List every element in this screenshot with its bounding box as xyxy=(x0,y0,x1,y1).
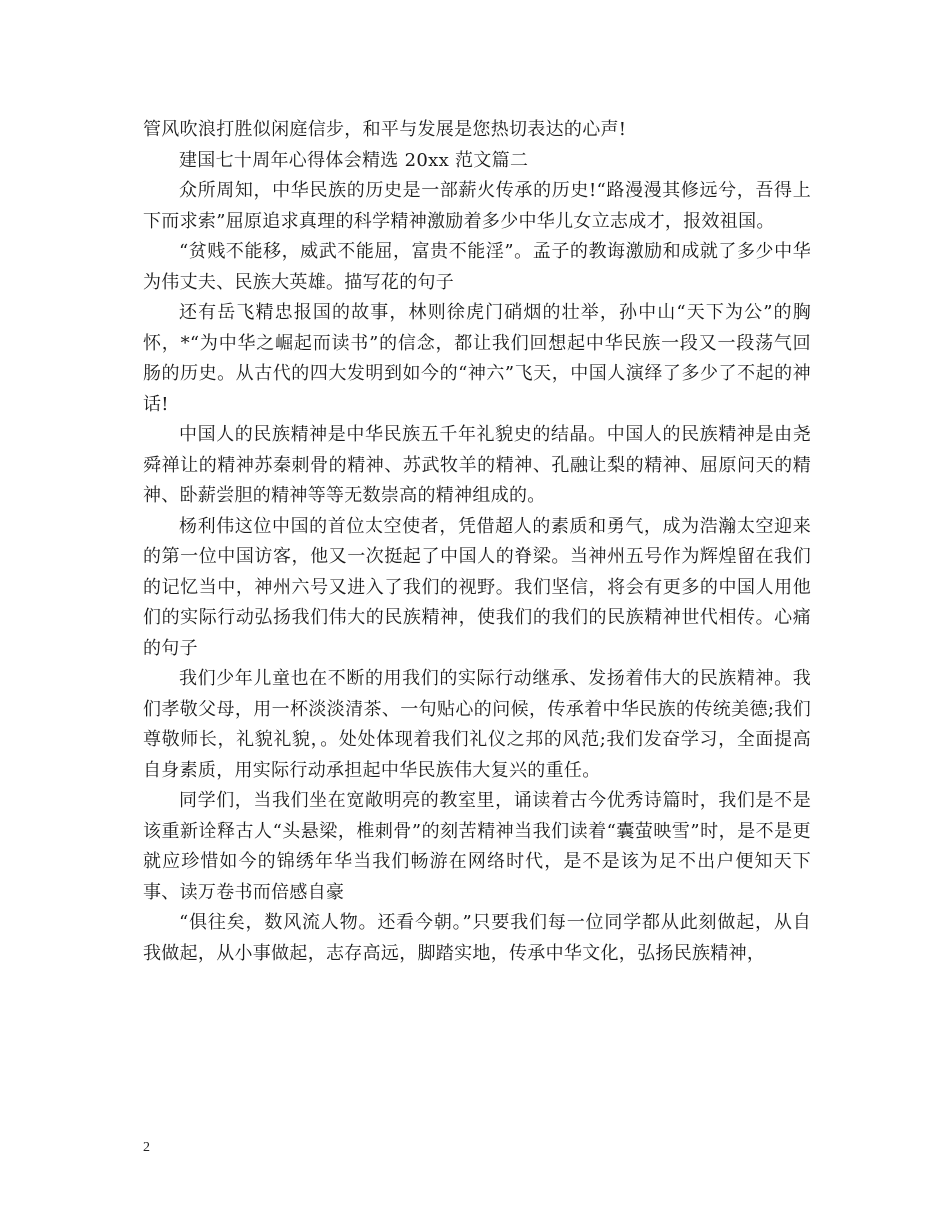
paragraph: “贫贱不能移，威武不能屈，富贵不能淫”。孟子的教诲激励和成就了多少中华为伟丈夫、民族大英雄。描写花的句子 xyxy=(143,241,811,293)
section-heading: 建国七十周年心得体会精选 20xx 范文篇二 xyxy=(179,149,529,171)
document-body xyxy=(143,115,811,969)
paragraph: 中国人的民族精神是中华民族五千年礼貌史的结晶。中国人的民族精神是由尧舜禅让的精神苏秦刺骨的精神、苏武牧羊的精神、孔融让梨的精神、屈原问天的精神、卧薪尝胆的精神等等无数崇高的精神组成的。 xyxy=(143,424,811,506)
paragraph-continuation: 管风吹浪打胜似闲庭信步，和平与发展是您热切表达的心声! xyxy=(143,119,627,140)
page-number: 2 xyxy=(143,1140,150,1155)
paragraph: 同学们，当我们坐在宽敞明亮的教室里，诵读着古今优秀诗篇时，我们是不是该重新诠释古人“头悬梁，椎刺骨”的刻苦精神当我们读着“囊萤映雪”时，是不是更就应珍惜如今的锦绣年华当我们畅游在网络时代，是不是该为足不出户便知天下事、读万卷书而倍感自豪 xyxy=(143,790,811,903)
paragraph: 我们少年儿童也在不断的用我们的实际行动继承、发扬着伟大的民族精神。我们孝敬父母，用一杯淡淡清茶、一句贴心的问候，传承着中华民族的传统美德;我们尊敬师长，礼貌礼貌，。处处体现着我们礼仪之邦的风范;我们发奋学习，全面提高自身素质，用实际行动承担起中华民族伟大复兴的重任。 xyxy=(143,668,811,781)
paragraph: 众所周知，中华民族的历史是一部薪火传承的历史!“路漫漫其修远兮，吾得上下而求索”屈原追求真理的科学精神激励着多少中华儿女立志成才，报效祖国。 xyxy=(143,180,811,232)
paragraph: “俱往矣，数风流人物。还看今朝。”只要我们每一位同学都从此刻做起，从自我做起，从小事做起，志存高远，脚踏实地，传承中华文化，弘扬民族精神， xyxy=(143,912,811,964)
paragraph: 杨利伟这位中国的首位太空使者，凭借超人的素质和勇气，成为浩瀚太空迎来的第一位中国访客，他又一次挺起了中国人的脊梁。当神州五号作为辉煌留在我们的记忆当中，神州六号又进入了我们的视野。我们坚信，将会有更多的中国人用他们的实际行动弘扬我们伟大的民族精神，使我们的我们的民族精神世代相传。心痛的句子 xyxy=(143,515,811,659)
paragraph: 还有岳飞精忠报国的故事，林则徐虎门硝烟的壮举，孙中山“天下为公”的胸怀，*“为中华之崛起而读书”的信念，都让我们回想起中华民族一段又一段荡气回肠的历史。从古代的四大发明到如今的“神六”飞天，中国人演绎了多少了不起的神话! xyxy=(143,302,811,415)
